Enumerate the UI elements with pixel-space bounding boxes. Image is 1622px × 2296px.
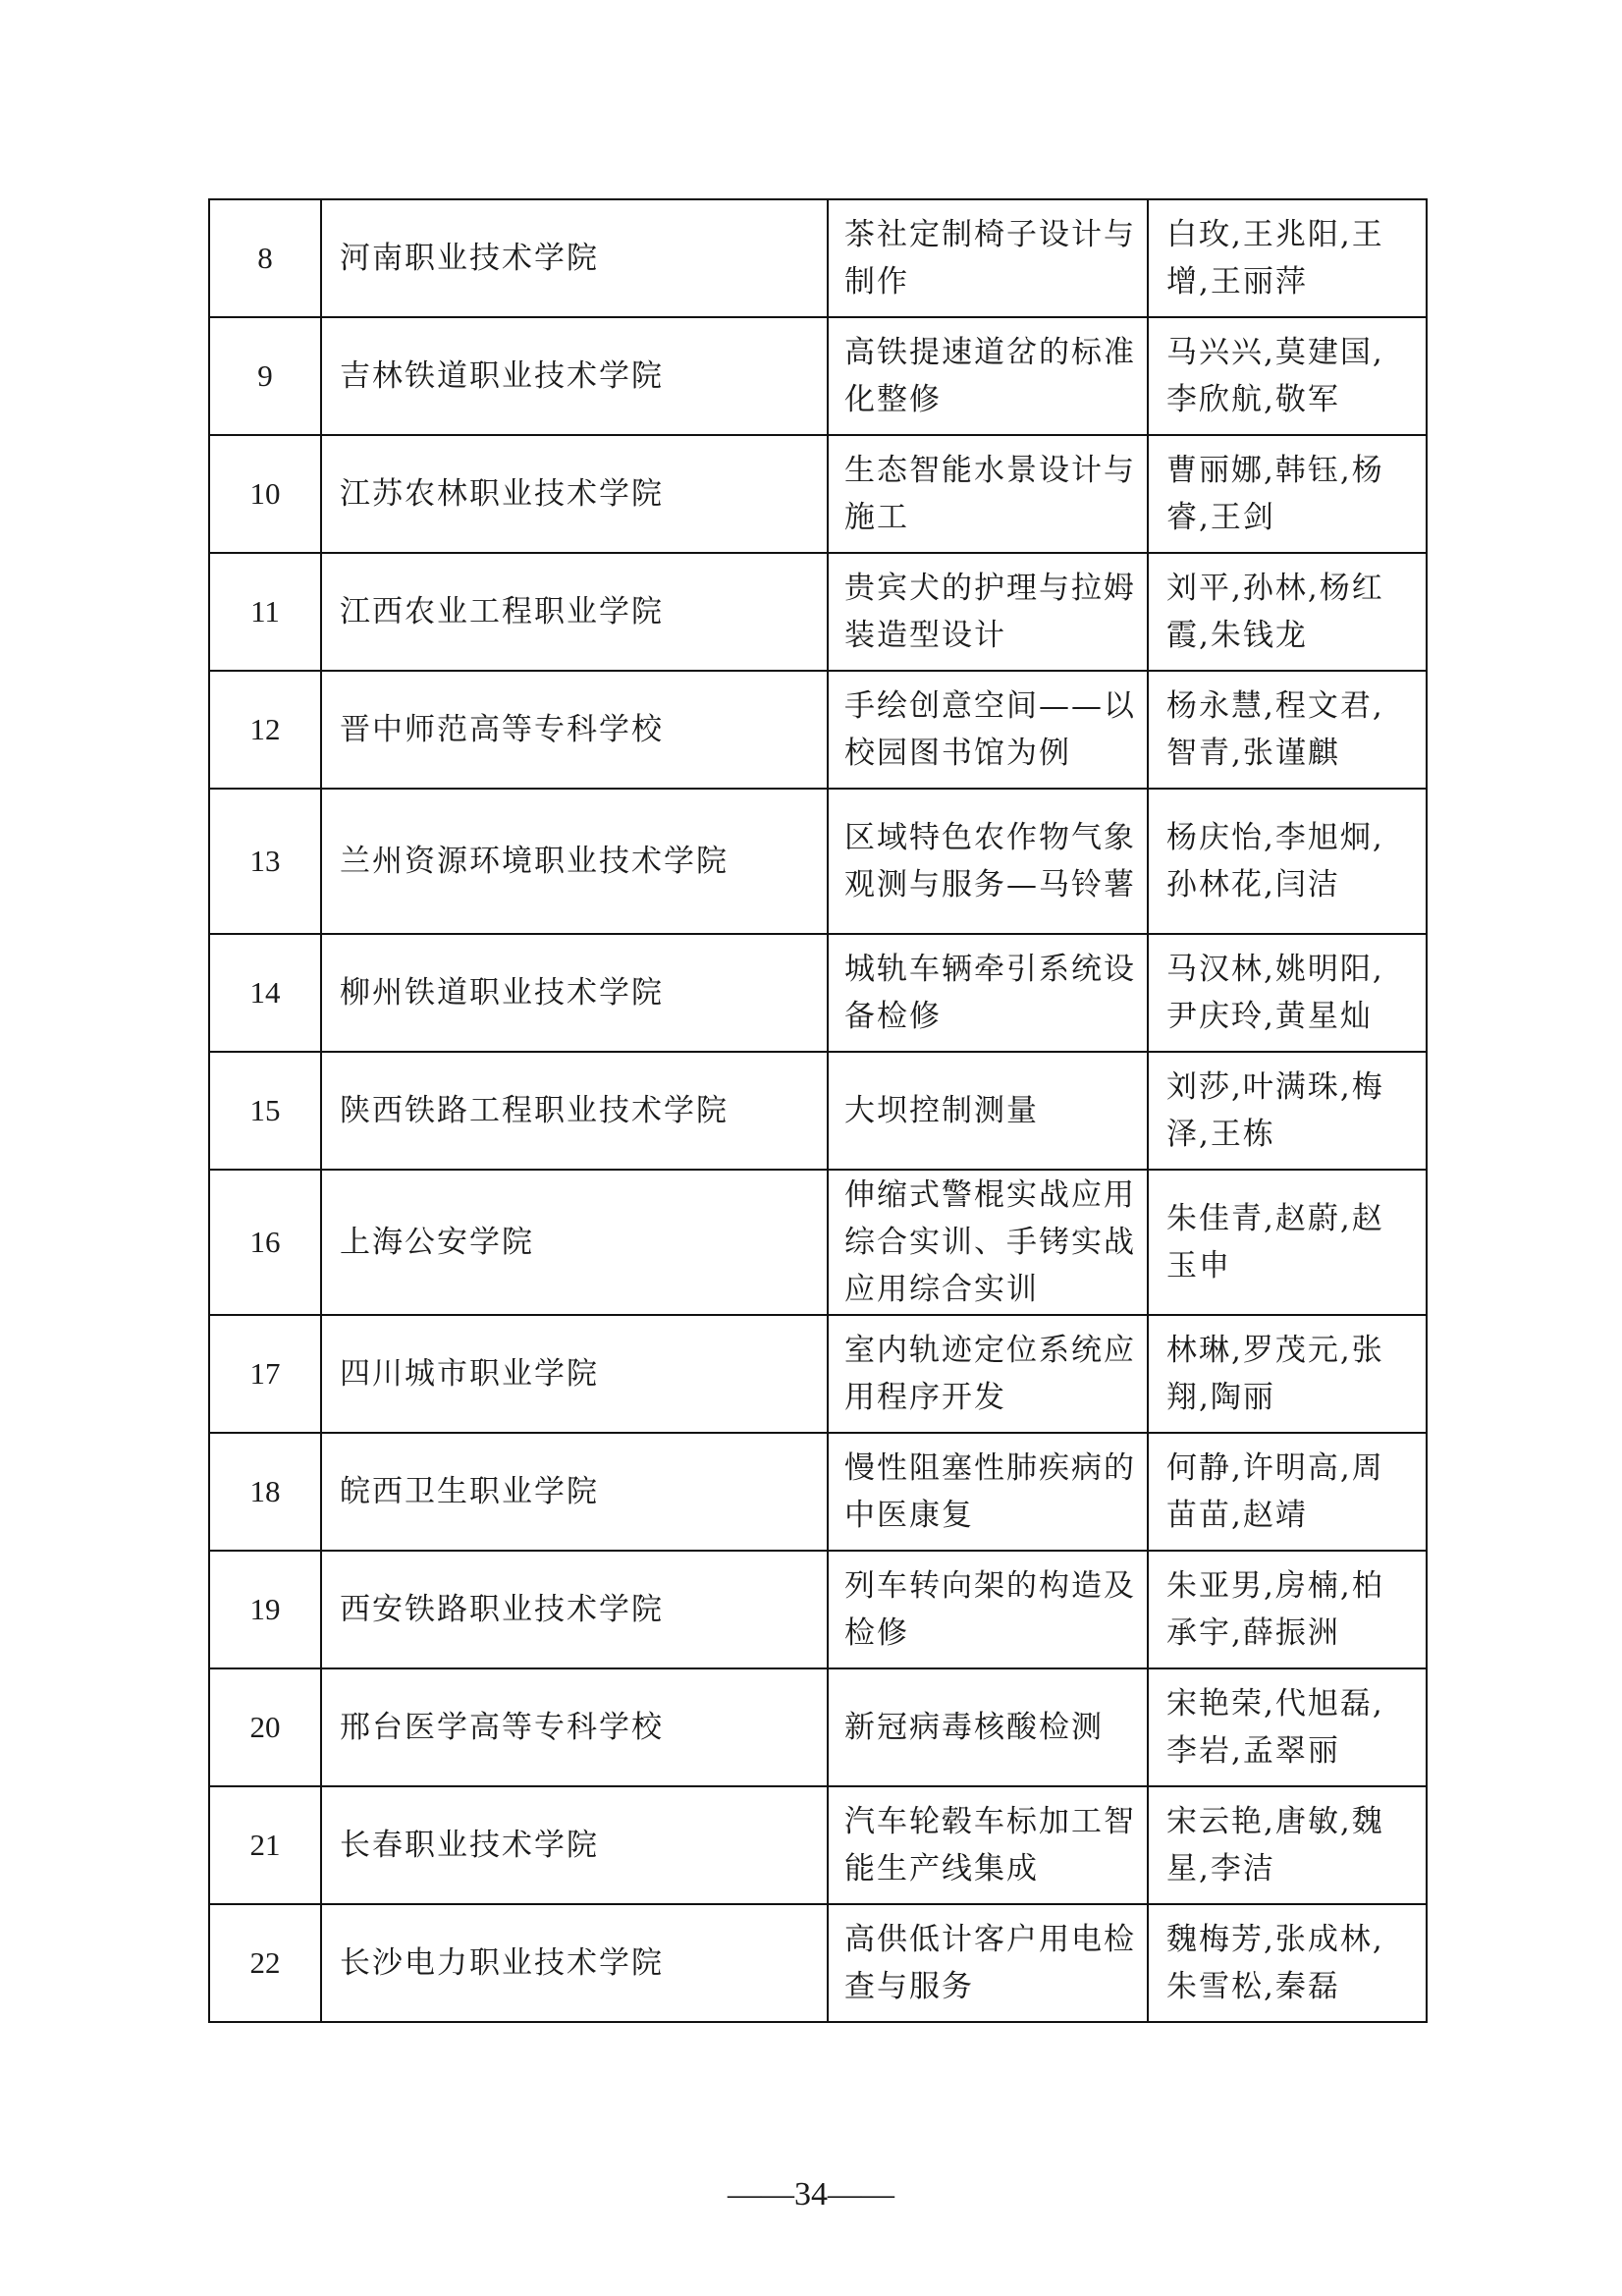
project-name: 慢性阻塞性肺疾病的中医康复 <box>828 1433 1148 1551</box>
project-name: 新冠病毒核酸检测 <box>828 1668 1148 1786</box>
school-name: 长春职业技术学院 <box>321 1786 828 1904</box>
table-row <box>209 1551 1427 1668</box>
team-members: 宋艳荣,代旭磊,李岩,孟翠丽 <box>1148 1668 1427 1786</box>
project-name: 手绘创意空间——以校园图书馆为例 <box>828 671 1148 789</box>
team-members: 白玫,王兆阳,王增,王丽萍 <box>1148 199 1427 317</box>
school-name: 西安铁路职业技术学院 <box>321 1551 828 1668</box>
team-members: 杨庆怡,李旭炯,孙林花,闫洁 <box>1148 789 1427 934</box>
table-row <box>209 1904 1427 2022</box>
table-row <box>209 1668 1427 1786</box>
school-name: 陕西铁路工程职业技术学院 <box>321 1052 828 1170</box>
team-members: 宋云艳,唐敏,魏星,李洁 <box>1148 1786 1427 1904</box>
table-row <box>209 1786 1427 1904</box>
table-row <box>209 199 1427 317</box>
project-name: 区域特色农作物气象观测与服务—马铃薯 <box>828 789 1148 934</box>
team-members: 刘莎,叶满珠,梅泽,王栋 <box>1148 1052 1427 1170</box>
school-name: 河南职业技术学院 <box>321 199 828 317</box>
team-members: 魏梅芳,张成林,朱雪松,秦磊 <box>1148 1904 1427 2022</box>
row-number: 17 <box>209 1315 321 1433</box>
row-number: 15 <box>209 1052 321 1170</box>
row-number: 16 <box>209 1170 321 1315</box>
school-name: 江苏农林职业技术学院 <box>321 435 828 553</box>
team-members: 马汉林,姚明阳,尹庆玲,黄星灿 <box>1148 934 1427 1052</box>
table-row <box>209 1315 1427 1433</box>
project-name: 列车转向架的构造及检修 <box>828 1551 1148 1668</box>
table-row <box>209 317 1427 435</box>
school-name: 长沙电力职业技术学院 <box>321 1904 828 2022</box>
row-number: 19 <box>209 1551 321 1668</box>
row-number: 13 <box>209 789 321 934</box>
team-members: 朱佳青,赵蔚,赵玉申 <box>1148 1170 1427 1315</box>
row-number: 9 <box>209 317 321 435</box>
row-number: 22 <box>209 1904 321 2022</box>
team-members: 朱亚男,房楠,柏承宇,薛振洲 <box>1148 1551 1427 1668</box>
school-name: 上海公安学院 <box>321 1170 828 1315</box>
project-name: 城轨车辆牵引系统设备检修 <box>828 934 1148 1052</box>
row-number: 12 <box>209 671 321 789</box>
school-name: 邢台医学高等专科学校 <box>321 1668 828 1786</box>
page-number: ——34—— <box>728 2176 894 2213</box>
table-row <box>209 934 1427 1052</box>
table-row <box>209 1052 1427 1170</box>
table-row <box>209 671 1427 789</box>
school-name: 吉林铁道职业技术学院 <box>321 317 828 435</box>
team-members: 林琳,罗茂元,张翔,陶丽 <box>1148 1315 1427 1433</box>
team-members: 杨永慧,程文君,智青,张谨麒 <box>1148 671 1427 789</box>
awards-table <box>208 198 1428 2023</box>
project-name: 汽车轮毂车标加工智能生产线集成 <box>828 1786 1148 1904</box>
school-name: 皖西卫生职业学院 <box>321 1433 828 1551</box>
project-name: 高供低计客户用电检查与服务 <box>828 1904 1148 2022</box>
row-number: 8 <box>209 199 321 317</box>
project-name: 高铁提速道岔的标准化整修 <box>828 317 1148 435</box>
project-name: 贵宾犬的护理与拉姆装造型设计 <box>828 553 1148 671</box>
row-number: 10 <box>209 435 321 553</box>
row-number: 21 <box>209 1786 321 1904</box>
project-name: 伸缩式警棍实战应用综合实训、手铐实战应用综合实训 <box>828 1170 1148 1315</box>
school-name: 柳州铁道职业技术学院 <box>321 934 828 1052</box>
table-row <box>209 553 1427 671</box>
table-row <box>209 435 1427 553</box>
project-name: 室内轨迹定位系统应用程序开发 <box>828 1315 1148 1433</box>
team-members: 何静,许明高,周苗苗,赵靖 <box>1148 1433 1427 1551</box>
table-row <box>209 1433 1427 1551</box>
school-name: 晋中师范高等专科学校 <box>321 671 828 789</box>
project-name: 茶社定制椅子设计与制作 <box>828 199 1148 317</box>
row-number: 11 <box>209 553 321 671</box>
school-name: 江西农业工程职业学院 <box>321 553 828 671</box>
project-name: 生态智能水景设计与施工 <box>828 435 1148 553</box>
row-number: 18 <box>209 1433 321 1551</box>
table-row <box>209 1170 1427 1315</box>
team-members: 曹丽娜,韩钰,杨睿,王剑 <box>1148 435 1427 553</box>
row-number: 14 <box>209 934 321 1052</box>
table-row <box>209 789 1427 934</box>
row-number: 20 <box>209 1668 321 1786</box>
project-name: 大坝控制测量 <box>828 1052 1148 1170</box>
team-members: 刘平,孙林,杨红霞,朱钱龙 <box>1148 553 1427 671</box>
school-name: 兰州资源环境职业技术学院 <box>321 789 828 934</box>
school-name: 四川城市职业学院 <box>321 1315 828 1433</box>
team-members: 马兴兴,莫建国,李欣航,敬军 <box>1148 317 1427 435</box>
